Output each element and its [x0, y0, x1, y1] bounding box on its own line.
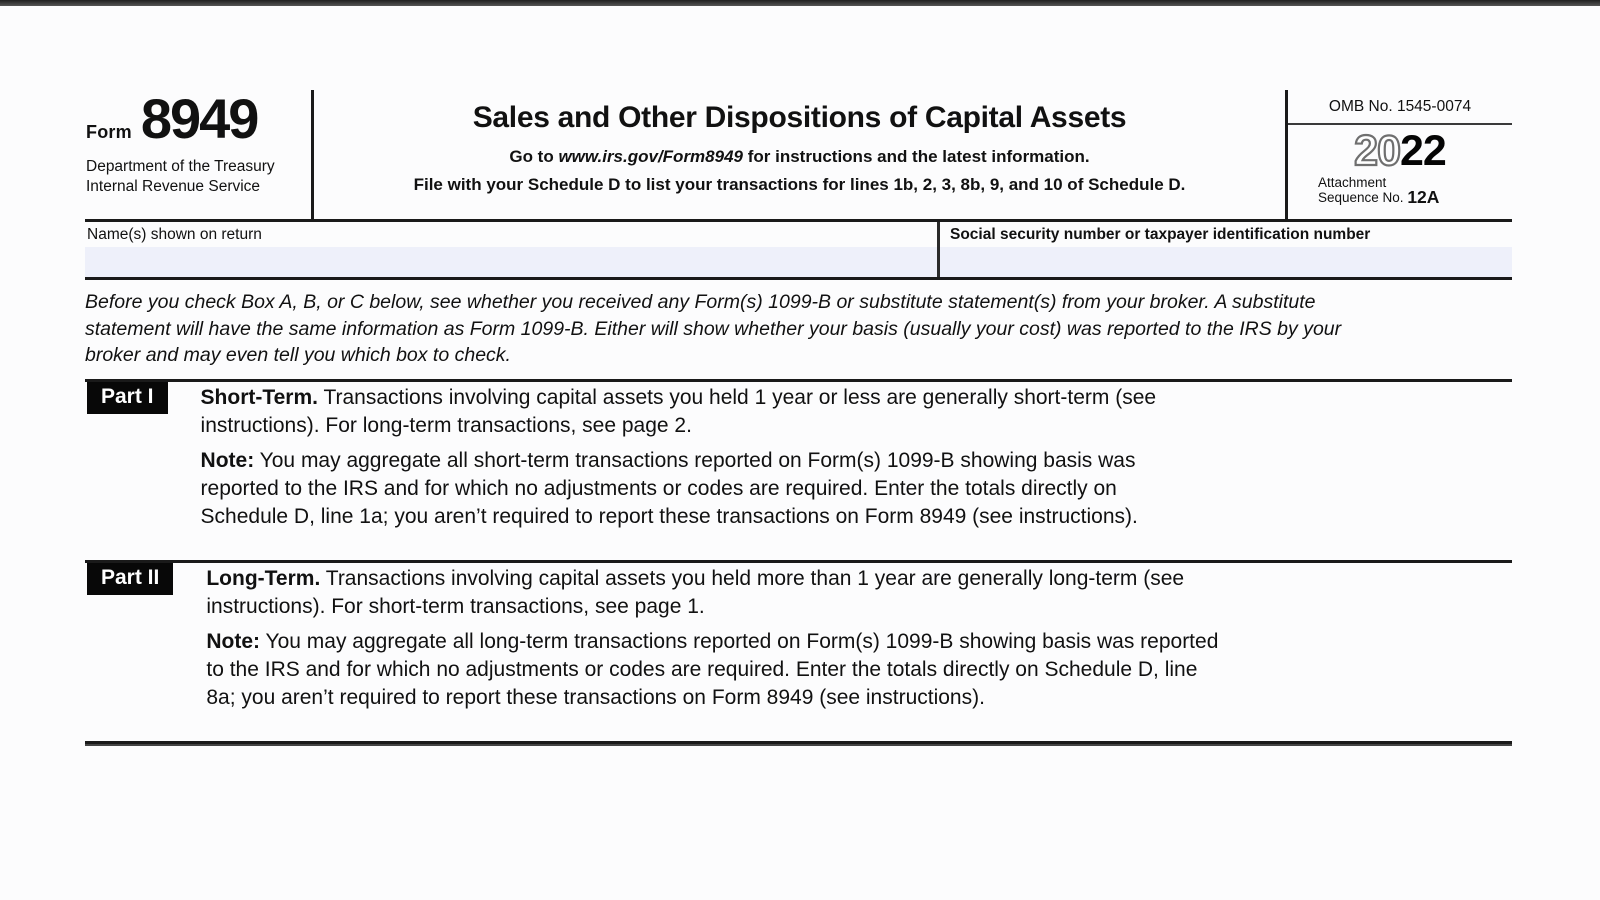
part-1-note-label: Note:: [200, 448, 255, 472]
form-word-label: Form: [86, 122, 132, 142]
attachment-label: Attachment: [1318, 175, 1387, 190]
part-1-term-text: Transactions involving capital assets you held 1 year or less are generally short-term (see: [323, 385, 1157, 409]
part-1-term-text: instructions). For long-term transactions, see page 2.: [200, 413, 692, 437]
intro-line: Before you check Box A, B, or C below, see whether you received any Form(s) 1099-B or substitute statement(s) from your broker. A substitute: [85, 291, 1316, 313]
ssn-input[interactable]: [940, 247, 1512, 277]
form-number: 8949: [140, 87, 258, 150]
part-2-badge: Part II: [87, 563, 173, 595]
part-2-note-text: You may aggregate all long-term transactions reported on Form(s) 1099-B showing basis was reported: [265, 629, 1219, 653]
part-2-term-label: Long-Term.: [206, 566, 321, 590]
name-field-label: Name(s) shown on return: [87, 226, 262, 243]
tax-year-bold-digits: 22: [1400, 127, 1446, 175]
irs-url: www.irs.gov/Form8949: [558, 147, 743, 166]
form-8949-page: [85, 87, 1512, 746]
part-2-section: [85, 560, 1512, 741]
part-2-note-label: Note:: [206, 629, 261, 653]
part-1-badge: Part I: [87, 382, 168, 414]
form-header: [85, 87, 1512, 222]
ssn-field-label: Social security number or taxpayer identification number: [950, 226, 1371, 243]
name-input[interactable]: [85, 247, 937, 277]
goto-suffix: for instructions and the latest information.: [743, 147, 1090, 166]
omb-block: [1285, 90, 1512, 219]
part-2-note-text: 8a; you aren’t required to report these transactions on Form 8949 (see instructions).: [206, 685, 985, 709]
intro-line: statement will have the same information as Form 1099-B. Either will show whether your basis (usually your cost) was reported to the IRS by your: [85, 317, 1342, 340]
name-field: [85, 222, 940, 277]
part-2-body: [206, 563, 1218, 712]
goto-instruction-line: [314, 147, 1285, 167]
intro-line: broker and may even tell you which box to check.: [85, 344, 511, 366]
attachment-sequence: [1288, 175, 1512, 205]
form-title: Sales and Other Dispositions of Capital Assets: [472, 101, 1127, 134]
agency-line-treasury: Department of the Treasury: [86, 158, 275, 175]
part-2-term-text: Transactions involving capital assets you held more than 1 year are generally long-term (see: [325, 566, 1185, 590]
tax-year: [1288, 128, 1512, 174]
tax-year-outline-digits: 20: [1354, 127, 1400, 175]
part-2-term-paragraph: [206, 565, 1218, 621]
section-divider: [85, 741, 1512, 746]
omb-number: OMB No. 1545-0074: [1288, 90, 1512, 125]
part-1-term-label: Short-Term.: [200, 385, 318, 409]
ssn-field: [940, 222, 1512, 277]
broker-statement-note: [85, 289, 1512, 369]
taxpayer-row: [85, 222, 1512, 280]
form-id-block: [85, 87, 314, 219]
part-2-note-text: to the IRS and for which no adjustments or codes are required. Enter the totals directly on Schedule D, line: [206, 657, 1198, 681]
part-1-note-text: reported to the IRS and for which no adjustments or codes are required. Enter the totals directly on: [200, 476, 1117, 500]
file-instruction-line: File with your Schedule D to list your transactions for lines 1b, 2, 3, 8b, 9, and 10 of Schedule D.: [413, 175, 1186, 194]
sequence-number: 12A: [1407, 187, 1440, 207]
part-1-note-text: You may aggregate all short-term transactions reported on Form(s) 1099-B showing basis was: [259, 448, 1136, 472]
part-1-term-paragraph: [201, 384, 1157, 440]
part-1-section: [85, 379, 1512, 560]
part-2-term-text: instructions). For short-term transactions, see page 1.: [206, 594, 705, 618]
part-1-note-text: Schedule D, line 1a; you aren’t required to report these transactions on Form 8949 (see instructions).: [200, 504, 1138, 528]
part-2-note-paragraph: [206, 628, 1218, 712]
form-title-block: [314, 90, 1285, 219]
goto-prefix: Go to: [509, 147, 559, 166]
agency-line-irs: Internal Revenue Service: [86, 177, 261, 195]
viewer-top-bar: [0, 0, 1600, 6]
sequence-label: Sequence No.: [1318, 190, 1408, 205]
part-1-body: [201, 382, 1157, 531]
part-1-note-paragraph: [201, 447, 1157, 531]
